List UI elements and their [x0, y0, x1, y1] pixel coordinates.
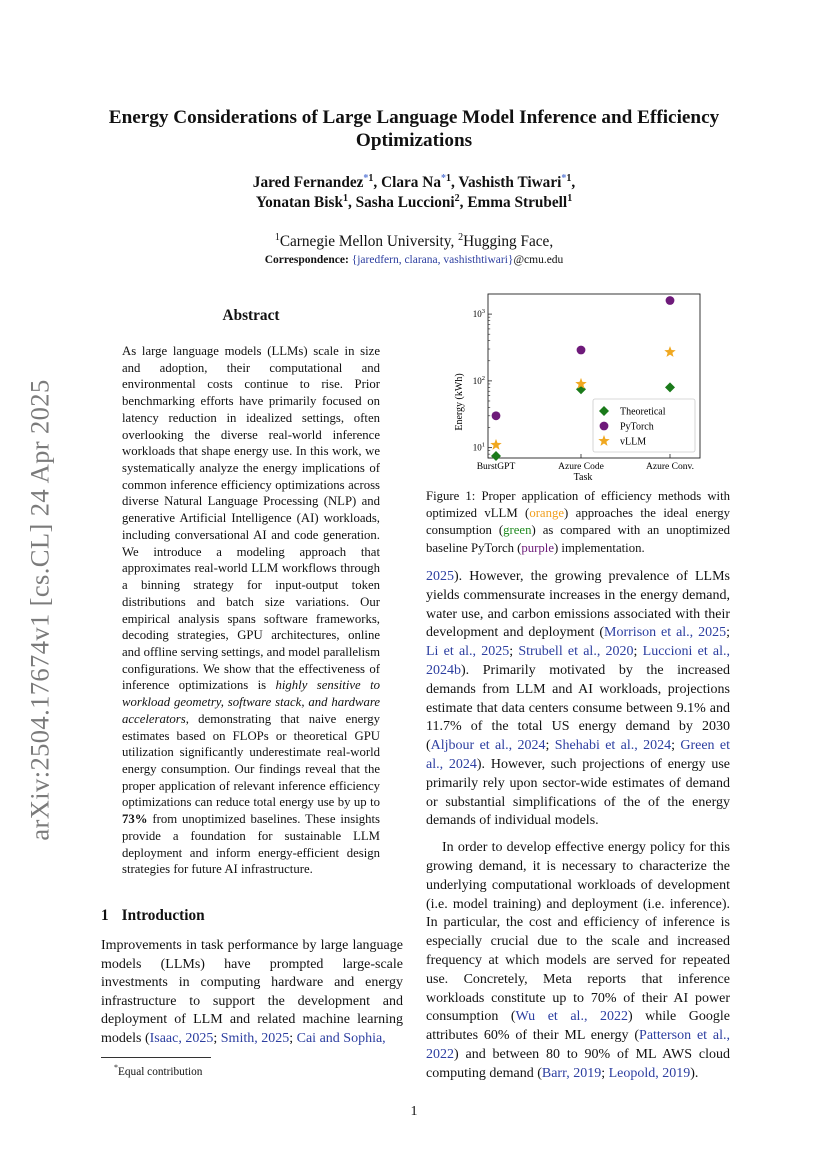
abstract-heading: Abstract [222, 307, 280, 324]
author-name: Clara Na [381, 174, 441, 192]
citation-link[interactable]: 2025 [426, 569, 454, 584]
abstract-bold-figure: 73% [122, 812, 148, 827]
caption-green-word: green [503, 523, 532, 538]
introduction-body: Improvements in task performance by large language models (LLMs) have prompted large-scale investments in computing hardware and energy infrastructure to support the development and deployment of LLM and related machine learning models (Isaac, 2025; Smith, 2025; Cai and Sophia, [101, 938, 403, 1046]
citation-link[interactable]: Morrison et al., 2025 [604, 625, 727, 641]
vllm-point [490, 439, 501, 450]
page-number: 1 [410, 1104, 418, 1119]
citation-link[interactable]: Li et al., 2025 [426, 644, 510, 660]
citation-link[interactable]: Wu et al., 2022 [515, 1009, 628, 1025]
y-tick-label: $10^1$ [472, 441, 485, 453]
theoretical-point [491, 451, 501, 461]
pytorch-point [577, 346, 586, 355]
footnote-divider [101, 1057, 211, 1058]
author-name: Sasha Luccioni [355, 194, 455, 212]
x-tick-label: Azure Code [558, 462, 604, 472]
authors-line-1: Jared Fernandez$^{*1}$, Clara Na$^{*1}$, Vashisth Tiwari$^{*1}$, [252, 173, 576, 192]
x-axis-label: Task [573, 472, 593, 483]
y-tick-label: $10^3$ [472, 308, 485, 320]
citation-link[interactable]: Shehabi et al., 2024 [554, 738, 672, 754]
citation-link[interactable]: Aljbour et al., 2024 [430, 738, 546, 754]
abstract-emphasis: highly sensitive to workload geometry, software stack, and hardware accelerators [122, 678, 380, 726]
paragraph: 2025). However, the growing prevalence of LLMs yields commensurate increases in the energy demand, water use, and carbon emissions associated with their development and deployment (Morrison et al., 2025; Li et al., 2025; Strubell et al., 2020; Luccioni et al., 2024b). Primarily motivated by the increased demands from LLM and AI workloads, projections estimate that data centers consume between 9.1% and 11.7% of the total US energy demand by 2030 (Aljbour et al., 2024; Shehabi et al., 2024; Green et al., 2024). However, such projections of energy use primarily rely upon sector-wide estimates of demand or substantial simplifications of the of the energy demands of individual models. [426, 569, 731, 829]
pytorch-point [666, 296, 675, 305]
legend-label: Theoretical [620, 406, 666, 418]
theoretical-point [665, 382, 675, 392]
footnote: *Equal contribution [114, 1063, 203, 1078]
y-axis-ticks [473, 308, 492, 458]
arxiv-identifier [14, 365, 66, 855]
paragraph: In order to develop effective energy policy for this growing demand, it is necessary to characterize the underlying computational workloads of development (i.e. model training) and deployment (i.e. inference). In particular, the cost and efficiency of inference is especially crucial due to the scale and increased frequency at which models are served for repeated use. Concretely, Meta reports that inference workloads constitute up to 70% of their AI power consumption (Wu et al., 2022) while Google attributes 60% of their ML energy (Patterson et al., 2022) and between 80 to 90% of ML AWS cloud computing demand (Barr, 2019; Leopold, 2019). [426, 840, 730, 1081]
authors-line-2: Yonatan Bisk$^1$, Sasha Luccioni$^2$, Emma Strubell$^1$ [255, 193, 573, 212]
arxiv-identifier-text: arXiv:2504.17674v1 [cs.CL] 24 Apr 2025 [24, 379, 55, 841]
affiliations: $^1$Carnegie Mellon University, $^2$Hugging Face, [274, 232, 554, 251]
author-name: Vashisth Tiwari [458, 174, 562, 192]
author-name: Yonatan Bisk [255, 194, 343, 212]
author-name: Emma Strubell [467, 194, 568, 212]
correspondence-email-link[interactable]: {jaredfern, clarana, vashisthtiwari} [351, 254, 514, 266]
paper-title: Energy Considerations of Large Language Model Inference and Efficiency Optimizations [108, 107, 720, 151]
pytorch-point [492, 411, 501, 420]
legend [593, 399, 695, 452]
correspondence-label: Correspondence: [264, 254, 349, 266]
citation-link[interactable]: Cai and Sophia, [296, 1030, 386, 1046]
energy-scatter-plot [423, 290, 743, 485]
citation-link[interactable]: Luccioni et al., 2024b [426, 644, 731, 678]
x-tick-label: BurstGPT [476, 462, 516, 472]
correspondence [90, 254, 738, 266]
citation-link[interactable]: Patterson et al., 2022 [426, 1028, 730, 1062]
x-axis-ticks [477, 454, 694, 472]
affiliation-name: Hugging Face, [463, 233, 554, 251]
citation-link[interactable]: Leopold, 2019 [608, 1065, 691, 1081]
caption-purple-word: purple [521, 540, 554, 555]
y-tick-label: $10^2$ [472, 374, 485, 386]
affiliation-name: Carnegie Mellon University, [279, 233, 455, 251]
vllm-point [664, 346, 675, 357]
author-name: Jared Fernandez [252, 174, 364, 192]
citation-link[interactable]: Barr, 2019 [541, 1065, 602, 1081]
x-tick-label: Azure Conv. [646, 462, 694, 472]
section-heading-introduction: 1 Introduction [101, 907, 205, 924]
citation-link[interactable]: Smith, 2025 [220, 1030, 290, 1046]
email-domain: @cmu.edu [513, 254, 564, 266]
citation-link[interactable]: Green et al., 2024 [426, 738, 731, 772]
legend-marker-pytorch [600, 422, 609, 431]
figure-1-caption: Figure 1: Proper application of efficiency methods with optimized vLLM (orange) approaches the ideal energy consumption (green) as compared with an unoptimized baseline PyTorch (purple) implementation. [426, 489, 730, 555]
citation-link[interactable]: Isaac, 2025 [149, 1030, 214, 1046]
caption-orange-word: orange [529, 506, 565, 521]
citation-link[interactable]: Strubell et al., 2020 [518, 644, 634, 660]
y-axis-label: Energy (kWh) [454, 373, 465, 431]
abstract-body: As large language models (LLMs) scale in size and adoption, their computational and environmental costs continue to rise. Prior benchmarking efforts have primarily focused on latency reduction in idealized settings, often overlooking the diverse real-world inference workloads that shape energy use. In this work, we systematically analyze the energy implications of common inference efficiency optimizations across diverse Natural Language Processing (NLP) and generative Artificial Intelligence (AI) workloads, including conversational AI and code generation. We introduce a modeling approach that approximates real-world LLM workflows through a binning strategy for input-output token distributions and batch size variations. Our empirical analysis spans software frameworks, decoding strategies, GPU architectures, online and offline serving settings, and model parallelism configurations. We show that the effectiveness of inference optimizations is highly sensitive to workload geometry, software stack, and hardware accelerators, demonstrating that naive energy estimates based on FLOPs or theoretical GPU utilization significantly underestimate real-world energy consumption. Our findings reveal that the proper application of relevant inference efficiency optimizations can reduce total energy use by up to 73% from unoptimized baselines. These insights provide a foundation for sustainable LLM deployment and inform energy-efficient design strategies for future AI infrastructure. [122, 344, 380, 877]
legend-label: vLLM [620, 436, 647, 448]
legend-label: PyTorch [620, 421, 654, 433]
right-column-body [426, 568, 730, 1084]
figure-1-chart [423, 290, 743, 485]
